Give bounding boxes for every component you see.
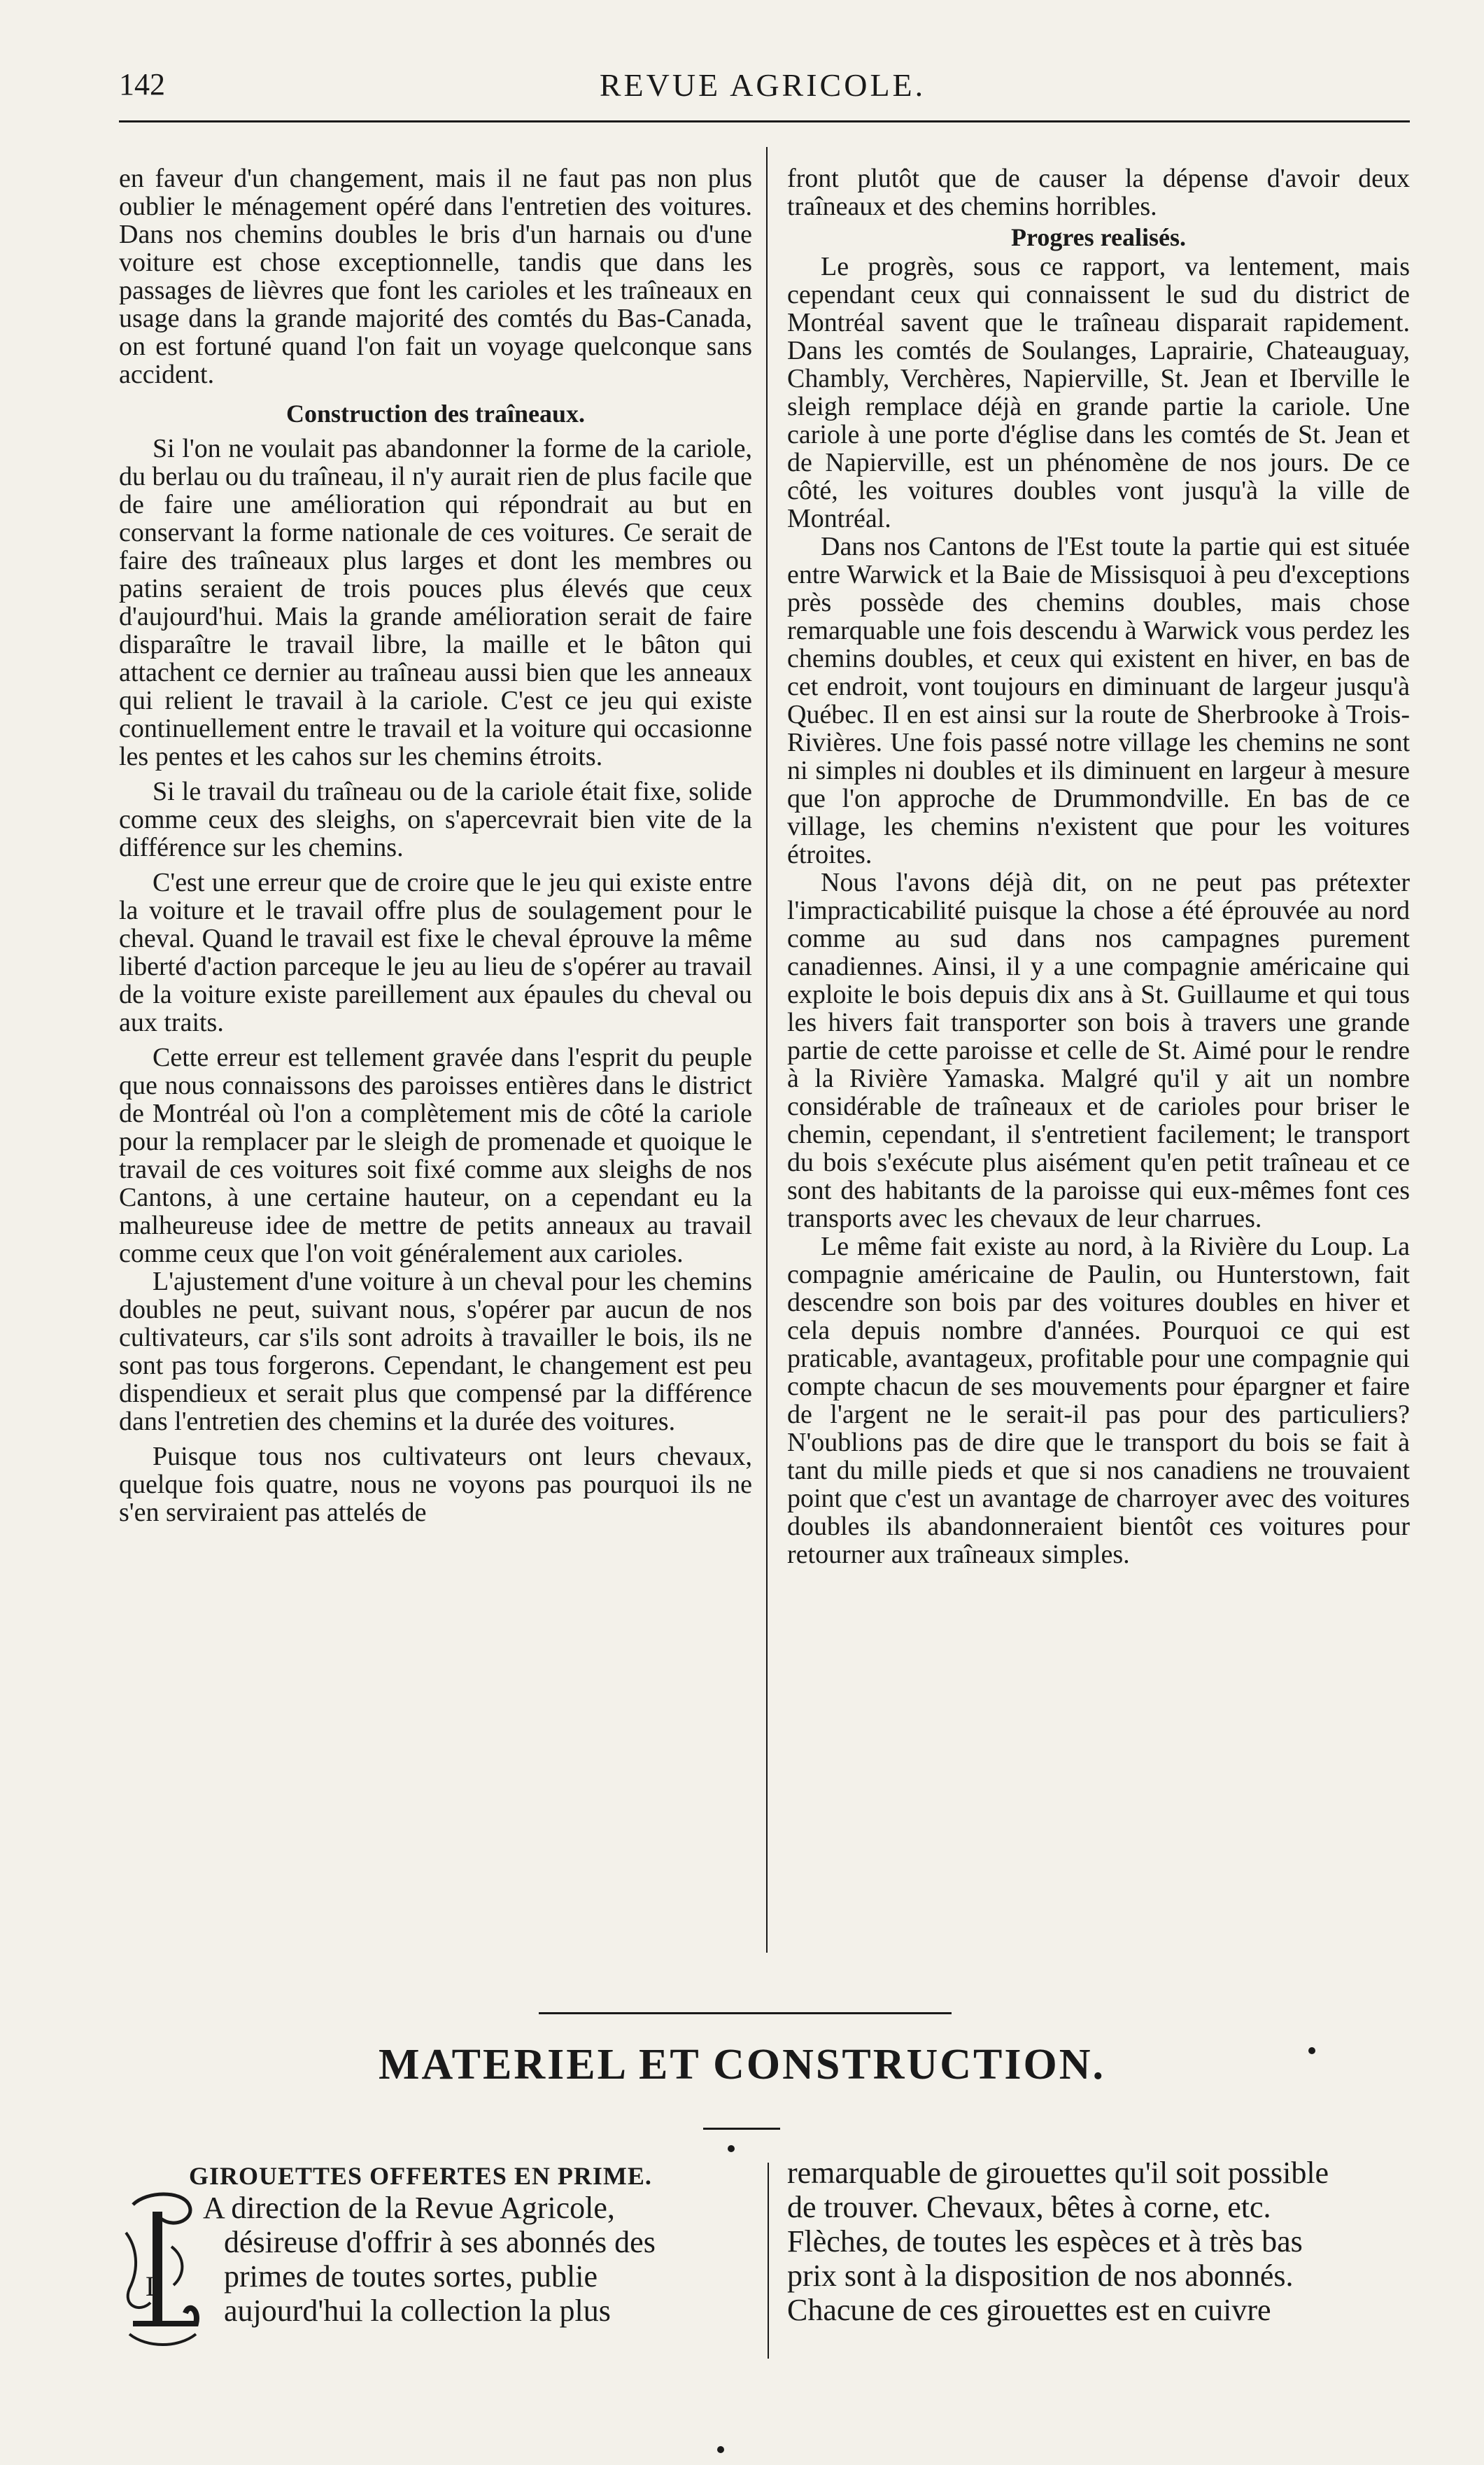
text-line: remarquable de girouettes qu'il soit possible bbox=[787, 2156, 1329, 2190]
girouettes-body bbox=[119, 2191, 763, 2352]
paragraph: en faveur d'un changement, mais il ne faut pas non plus oublier le ménagement opéré dans l'entretien des voitures. Dans nos chemins doubles le bris d'un harnais ou d'une voiture est chose exceptionnelle, tandis que dans les passages de lièvres que font les carioles et les traîneaux en usage dans la grande majorité des comtés du Bas-Canada, on est fortuné quand l'on fait un voyage quelconque sans accident. bbox=[119, 164, 752, 389]
column-divider bbox=[766, 147, 768, 1953]
ornament-dot bbox=[717, 2446, 724, 2453]
dropcap-letter: L bbox=[146, 2270, 163, 2302]
text-line: A direction de la Revue Agricole, bbox=[203, 2191, 615, 2225]
subheading: Construction des traîneaux. bbox=[285, 400, 585, 428]
girouettes-right bbox=[787, 2156, 1410, 2327]
page-number: 142 bbox=[119, 67, 165, 101]
column-divider-lower bbox=[768, 2163, 769, 2359]
paragraph: front plutôt que de causer la dépense d'avoir deux traîneaux et des chemins horribles. bbox=[787, 164, 1410, 221]
girouettes-heading: GIROUETTES OFFERTES EN PRIME. bbox=[189, 2162, 652, 2190]
paragraph: Le même fait existe au nord, à la Rivière du Loup. La compagnie américaine de Paulin, ou Hunterstown, fait descendre son bois par des voitures doubles en hiver et cela depuis nombre d'années. Pourquoi ce qui est praticable, avantageux, profitable pour une compagnie qui compte chacun de ses mouvements pour épargner et faire de l'argent ne le serait-il pas pour des particuliers? N'oublions pas de dire que le transport du bois se fait à tant du mille pieds et que si nos canadiens ne trouvaient point que c'est un avantage de charroyer avec des voitures doubles ils abandonneraient bientôt ces voitures pour retourner aux traîneaux simples. bbox=[787, 1232, 1410, 1569]
subheading: Progres realisés. bbox=[1011, 223, 1186, 251]
ornament-dot bbox=[1308, 2047, 1315, 2054]
running-title: REVUE AGRICOLE. bbox=[599, 67, 926, 103]
ornamental-dropcap bbox=[119, 2191, 203, 2352]
dropcap-letter-graphic bbox=[119, 2191, 203, 2352]
paragraph: C'est une erreur que de croire que le jeu qui existe entre la voiture et le travail offre plus de soulagement pour le cheval. Quand le travail est fixe le cheval éprouve la même liberté d'action parceque le jeu au lieu de s'opérer au travail de la voiture existe pareillement aux épaules du cheval ou aux traits. bbox=[119, 868, 752, 1037]
paragraph: Si l'on ne voulait pas abandonner la forme de la cariole, du berlau ou du traîneau, il n'y aurait rien de plus facile que de faire une amélioration qui répondrait au but en conservant la forme nationale de ces voitures. Ce serait de faire des traîneaux plus larges et dont les membres ou patins seraient de trois pouces plus élevés que ceux d'aujourd'hui. Mais la grande amélioration serait de faire disparaître le travail libre, la maille et le bâton qui attachent ce dernier au traîneau aussi bien que les anneaux qui relient le travail à la cariole. C'est ce jeu qui existe continuellement entre le travail et la voiture qui occasionne les pentes et les cahos sur les chemins étroits. bbox=[119, 434, 752, 771]
paragraph: Si le travail du traîneau ou de la cariole était fixe, solide comme ceux des sleighs, on s'apercevrait bien vite de la différence sur les chemins. bbox=[119, 777, 752, 862]
paragraph: L'ajustement d'une voiture à un cheval pour les chemins doubles ne peut, suivant nous, s'opérer par aucun de nos cultivateurs, car s'ils sont adroits à travailler le bois, ils ne sont pas tous forgerons. Cependant, le changement est peu dispendieux et serait plus que compensé par la différence dans l'entretien des chemins et la durée des voitures. bbox=[119, 1267, 752, 1436]
paragraph: Le progrès, sous ce rapport, va lentement, mais cependant ceux qui connaissent le sud du district de Montréal savent que le traîneau disparait rapidement. Dans les comtés de Soulanges, Laprairie, Chateauguay, Chambly, Verchères, Napierville, St. Jean et Iberville le sleigh remplace déjà en grande partie la cariole. Une cariole à une porte d'église dans les comtés de St. Jean et de Napierville, est un phénomène de nos jours. De ce côté, les voitures doubles vont jusqu'à la ville de Montréal. bbox=[787, 252, 1410, 533]
section-title: MATERIEL ET CONSTRUCTION. bbox=[378, 2041, 1106, 2088]
page-header bbox=[119, 66, 1406, 108]
header-rule bbox=[119, 120, 1410, 122]
paragraph: Nous l'avons déjà dit, on ne peut pas prétexter l'impracticabilité puisque la chose a été éprouvée au nord comme au sud dans nos campagnes purement canadiennes. Ainsi, il y a une compagnie américaine qui exploite le bois depuis dix ans à St. Guillaume et qui tous les hivers fait transporter son bois à travers une grande partie de cette paroisse et celle de St. Aimé pour le rendre à la Rivière Yamaska. Malgré qu'il y ait un nombre considérable de traîneaux et de carioles pour briser le chemin, cependant, il s'entretient facilement; le transport du bois s'exécute plus aisément qu'en petit traîneau et ce sont des habitants de la paroisse qui eux-mêmes font ces transports avec les chevaux de leur charrues. bbox=[787, 868, 1410, 1233]
text-line: Flèches, de toutes les espèces et à très bas bbox=[787, 2224, 1303, 2259]
paragraph: Dans nos Cantons de l'Est toute la partie qui est située entre Warwick et la Baie de Missisquoi à peu d'exceptions près possède des chemins doubles, mais chose remarquable une fois descendu à Warwick vous perdez les chemins doubles, et ceux qui existent en hiver, en bas de cet endroit, vont toujours en diminuant de largeur jusqu'à Québec. Il en est ainsi sur la route de Sherbrooke à Trois-Rivières. Une fois passé notre village les chemins ne sont ni simples ni doubles et ils diminuent en largeur à mesure que l'on approche de Drummondville. En bas de ce village, les chemins n'existent que pour les voitures étroites. bbox=[787, 532, 1410, 869]
text-line: prix sont à la disposition de nos abonnés. bbox=[787, 2259, 1294, 2293]
ornament-dot bbox=[728, 2145, 735, 2152]
left-column bbox=[119, 164, 752, 1526]
text-line: primes de toutes sortes, publie bbox=[224, 2259, 598, 2294]
text-line: désireuse d'offrir à ses abonnés des bbox=[224, 2225, 656, 2259]
text-line: aujourd'hui la collection la plus bbox=[224, 2294, 611, 2328]
text-line: Chacune de ces girouettes est en cuivre bbox=[787, 2293, 1271, 2327]
paragraph: Cette erreur est tellement gravée dans l'esprit du peuple que nous connaissons des paroisses entières dans le district de Montréal où l'on a complètement mis de côté la cariole pour la remplacer par le sleigh de promenade et quoique le travail de ces voitures soit fixé comme aux sleighs de nos Cantons, à une certaine hauteur, on a cependant eu la malheureuse idee de mettre de petits anneaux au travail comme ceux que l'on voit généralement aux carioles. bbox=[119, 1043, 752, 1268]
right-column bbox=[787, 164, 1410, 1568]
section-rule bbox=[539, 2012, 952, 2014]
dropcap-lines bbox=[203, 2191, 656, 2352]
section-short-rule bbox=[703, 2128, 780, 2130]
text-line: de trouver. Chevaux, bêtes à corne, etc. bbox=[787, 2190, 1271, 2224]
paragraph: Puisque tous nos cultivateurs ont leurs chevaux, quelque fois quatre, nous ne voyons pas pourquoi ils ne s'en serviraient pas attelés de bbox=[119, 1442, 752, 1527]
